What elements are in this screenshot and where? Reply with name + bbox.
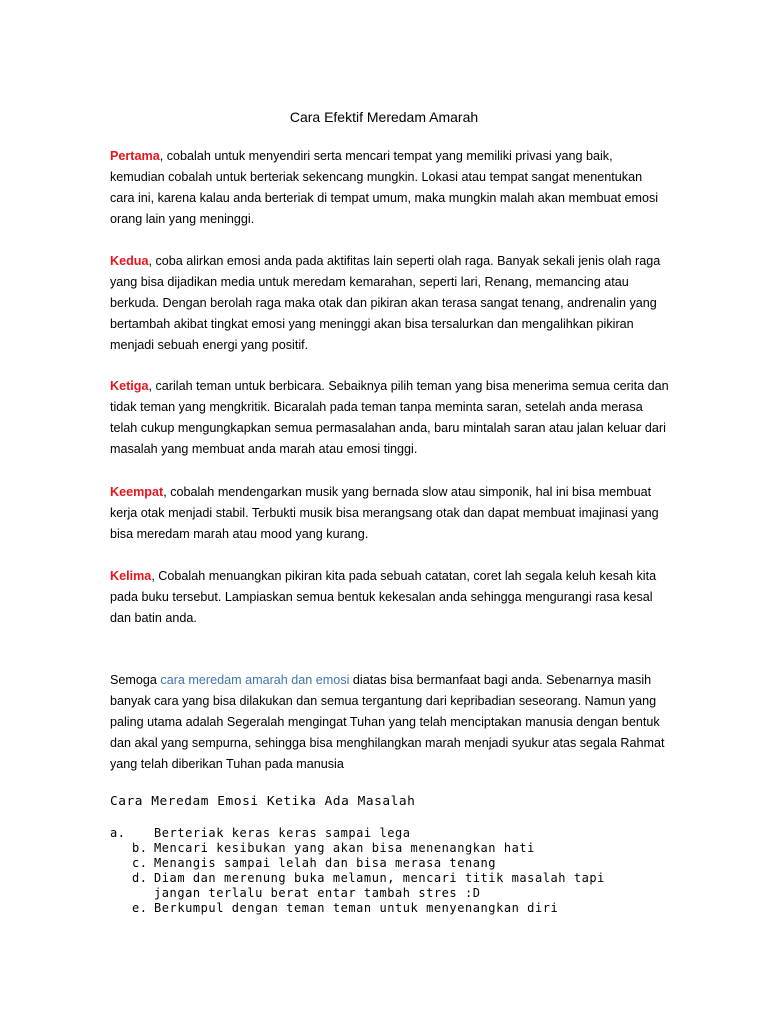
paragraph-keempat	[110, 482, 670, 545]
closing-paragraph	[110, 670, 670, 775]
paragraph-ketiga	[110, 376, 670, 460]
list-item	[110, 826, 654, 841]
tips-list	[110, 826, 654, 916]
list-item-text: Diam dan merenung buka melamun, mencari titik masalah tapi jangan terlalu berat entar tambah stres :D	[154, 871, 605, 900]
paragraph-kedua	[110, 251, 670, 356]
paragraph-body: , cobalah mendengarkan musik yang bernada slow atau simponik, hal ini bisa membuat kerja otak menjadi stabil. Terbukti musik bisa merangsang otak dan dapat membuat imajinasi yang bisa meredam marah atau mood yang kurang.	[110, 485, 659, 541]
paragraph-lead: Keempat	[110, 485, 164, 499]
list-marker: d.	[132, 871, 148, 885]
article-link[interactable]: cara meredam amarah dan emosi	[160, 673, 350, 687]
list-item	[110, 841, 654, 856]
closing-text-end: diatas bisa bermanfaat bagi anda. Sebenarnya masih banyak cara yang bisa dilakukan dan semua tergantung dari kepribadian seseorang. Namun yang paling utama adalah Segeralah mengingat Tuhan yang telah menciptakan manusia dengan bentuk dan akal yang sempurna, sehingga bisa menghilangkan marah menjadi syukur atas segala Rahmat yang telah diberikan Tuhan pada manusia	[110, 673, 665, 771]
list-item	[110, 856, 654, 871]
paragraph-lead: Ketiga	[110, 379, 149, 393]
list-item-text: Menangis sampai lelah dan bisa merasa tenang	[154, 856, 497, 870]
list-marker: a.	[110, 826, 126, 840]
list-marker: e.	[132, 901, 148, 915]
paragraph-body: , carilah teman untuk berbicara. Sebaiknya pilih teman yang bisa menerima semua cerita dan tidak teman yang mengkritik. Bicaralah pada teman tanpa meminta saran, setelah anda merasa telah cukup mengungkapkan semua permasalahan anda, baru mintalah saran atau jalan keluar dari masalah yang membuat anda marah atau emosi tinggi.	[110, 379, 669, 456]
paragraph-body: , Cobalah menuangkan pikiran kita pada sebuah catatan, coret lah segala keluh kesah kita pada buku tersebut. Lampiaskan semua bentuk kekesalan anda sehingga mengurangi rasa kesal dan batin anda.	[110, 569, 657, 625]
paragraph-lead: Kedua	[110, 254, 149, 268]
paragraph-pertama	[110, 146, 670, 230]
paragraph-lead: Pertama	[110, 149, 160, 163]
section-subheading: Cara Meredam Emosi Ketika Ada Masalah	[110, 794, 416, 809]
list-marker: c.	[132, 856, 148, 870]
list-item-text: Berteriak keras keras sampai lega	[154, 826, 411, 840]
list-item	[110, 901, 654, 916]
closing-text-start: Semoga	[110, 673, 161, 687]
list-marker: b.	[132, 841, 148, 855]
paragraph-lead: Kelima	[110, 569, 152, 583]
paragraph-body: , coba alirkan emosi anda pada aktifitas lain seperti olah raga. Banyak sekali jenis olah raga yang bisa dijadikan media untuk meredam kemarahan, seperti lari, Renang, memancing atau berkuda. Dengan berolah raga maka otak dan pikiran akan terasa sangat tenang, andrenalin yang bertambah akibat tingkat emosi yang meninggi akan bisa tersalurkan dan mengalihkan pikiran menjadi sebuah energi yang positif.	[110, 254, 661, 352]
paragraph-body: , cobalah untuk menyendiri serta mencari tempat yang memiliki privasi yang baik, kemudian cobalah untuk berteriak sekencang mungkin. Lokasi atau tempat sangat menentukan cara ini, karena kalau anda berteriak di tempat umum, maka mungkin malah akan membuat emosi orang lain yang meninggi.	[110, 149, 659, 226]
paragraph-kelima	[110, 566, 670, 629]
list-item	[110, 871, 654, 901]
document-title: Cara Efektif Meredam Amarah	[289, 109, 479, 125]
list-item-text: Mencari kesibukan yang akan bisa menenangkan hati	[154, 841, 535, 855]
list-item-text: Berkumpul dengan teman teman untuk menyenangkan diri	[154, 901, 559, 915]
